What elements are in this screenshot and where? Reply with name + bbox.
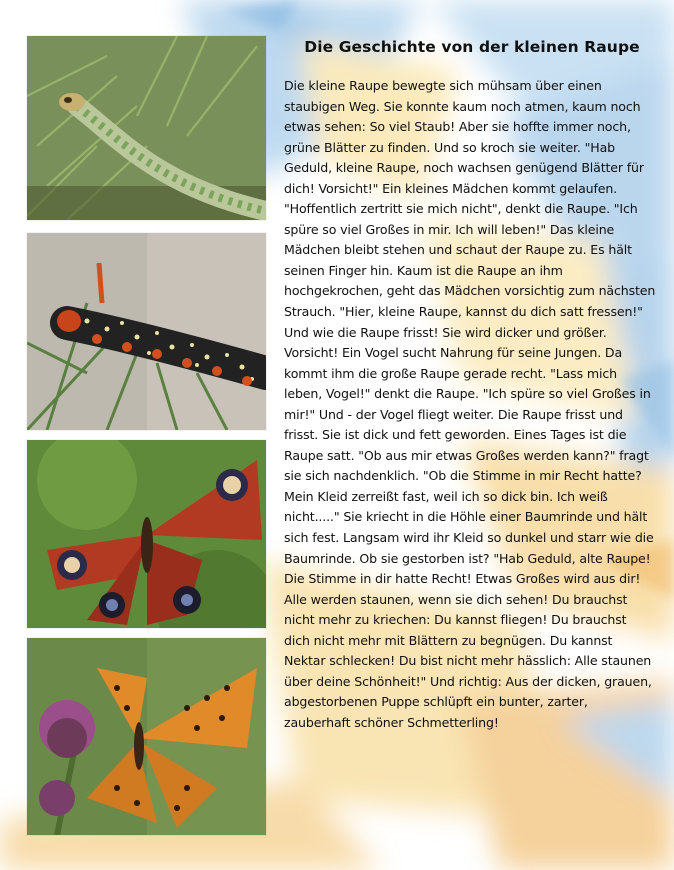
photo-green-caterpillar [27, 36, 266, 220]
page-title: Die Geschichte von der kleinen Raupe [304, 38, 640, 56]
photo-peacock-butterfly [27, 440, 266, 628]
story-text: Die kleine Raupe bewegte sich mühsam über einen staubigen Weg. Sie konnte kaum noch atmen, kaum noch etwas sehen: So viel Staub! Aber sie hoffte immer noch, grüne Blätter zu finden. Und so kroch sie weiter. "Hab Geduld, kleine Raupe, noch wachsen genügend Blätter für dich! Vorsicht!" Ein kleines Mädchen kommt gelaufen. "Hoffentlich zertritt sie mich nicht", denkt die Raupe. "Ich spüre so viel Großes in mir. Ich will leben!" Das kleine Mädchen bleibt stehen und schaut der Raupe zu. Es hält seinen Finger hin. Kaum ist die Raupe an ihm hochgekrochen, geht das Mädchen vorsichtig zum nächsten Strauch. "Hier, kleine Raupe, kannst du dich satt fressen!" Und wie die Raupe frisst! Sie wird dicker und größer. Vorsicht! Ein Vogel sucht Nahrung für seine Jungen. Da kommt ihm die große Raupe gerade recht. "Lass mich leben, Vogel!" denkt die Raupe. "Ich spüre so viel Großes in mir!" Und - der Vogel fliegt weiter. Die Raupe frisst und frisst. Sie ist dick und fett geworden. Eines Tages ist die Raupe satt. "Ob aus mir etwas Großes werden kann?" fragt sie sich nachdenklich. "Ob die Stimme in mir Recht hatte? Mein Kleid zerreißt fast, weil ich so dick bin. Ich weiß nicht....." Sie kriecht in die Höhle einer Baumrinde und hält sich fest. Langsam wird ihr Kleid so dunkel und starr wie die Baumrinde. Ob sie gestorben ist? "Hab Geduld, alte Raupe! Die Stimme in dir hatte Recht! Etwas Großes wird aus dir! Alle werden staunen, wenn sie dich sehen! Du brauchst nicht mehr zu kriechen: Du kannst fliegen! Du brauchst dich nicht mehr mit Blättern zu begnügen. Du kannst Nektar schlecken! Du bist nicht mehr hässlich: Alle staunen über deine Schönheit!" Und richtig: Aus der dicken, grauen, abgestorbenen Puppe schlüpft ein bunter, zarter, zauberhaft schöner Schmetterling! [284, 78, 656, 730]
photo-fritillary-butterfly [27, 638, 266, 835]
photo-spotted-caterpillar [27, 233, 266, 430]
